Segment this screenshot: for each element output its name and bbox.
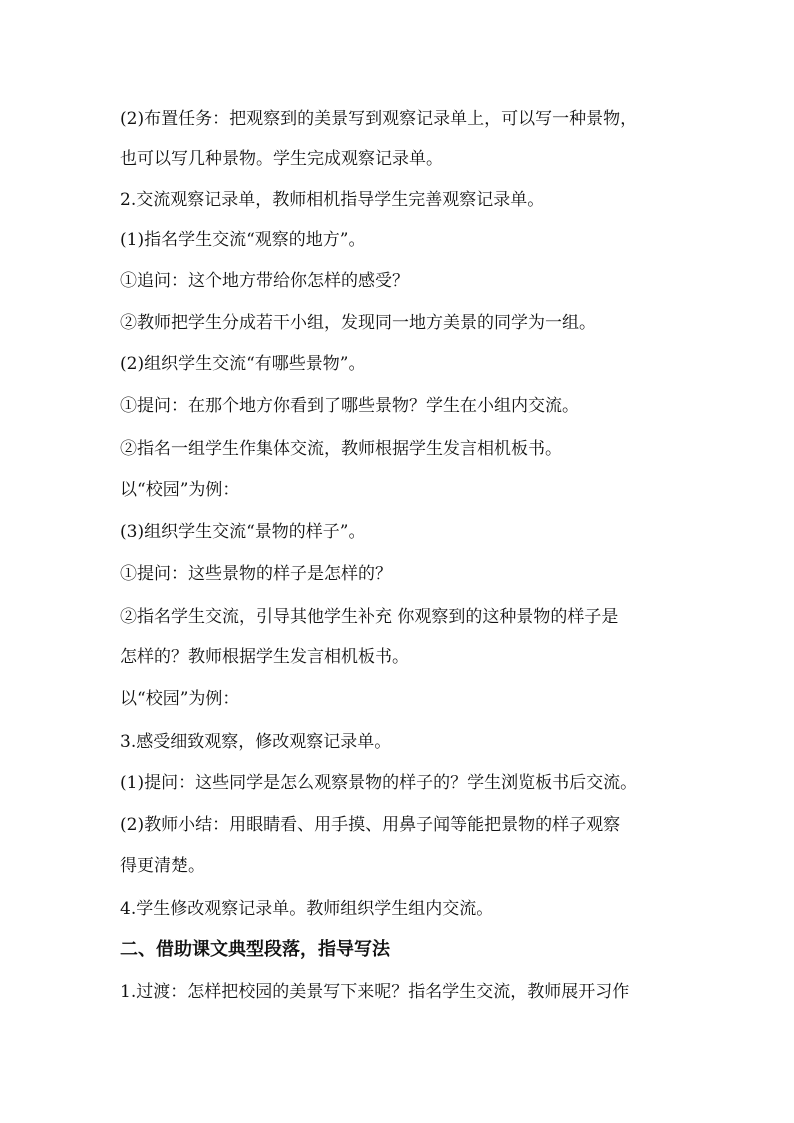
text-line: ②指名学生交流，引导其他学生补充 你观察到的这种景物的样子是 xyxy=(120,607,619,627)
text-line: 以“校园”为例： xyxy=(120,689,240,709)
text-line: (1)指名学生交流“观察的地方”。 xyxy=(120,230,366,250)
text-line: 怎样的？教师根据学生发言相机板书。 xyxy=(120,647,409,667)
text-line: ①提问：这些景物的样子是怎样的？ xyxy=(120,564,392,584)
text-line: 以“校园”为例： xyxy=(120,480,240,500)
text-line: ①追问：这个地方带给你怎样的感受？ xyxy=(120,271,409,291)
text-line: 2.交流观察记录单，教师相机指导学生完善观察记录单。 xyxy=(120,190,545,210)
text-line: ①提问：在那个地方你看到了哪些景物？学生在小组内交流。 xyxy=(120,396,579,416)
text-line: (2)教师小结：用眼睛看、用手摸、用鼻子闻等能把景物的样子观察 xyxy=(120,815,621,835)
text-line: (3)组织学生交流“景物的样子”。 xyxy=(120,522,366,542)
text-line: 3.感受细致观察，修改观察记录单。 xyxy=(120,732,392,752)
text-line: 4.学生修改观察记录单。教师组织学生组内交流。 xyxy=(120,899,494,919)
text-line: (2)组织学生交流“有哪些景物”。 xyxy=(120,354,366,374)
text-line: ②教师把学生分成若干小组，发现同一地方美景的同学为一组。 xyxy=(120,313,596,333)
text-line: 1.过渡：怎样把校园的美景写下来呢？指名学生交流，教师展开习作 xyxy=(120,982,630,1002)
text-line: 得更清楚。 xyxy=(120,856,205,876)
section-heading: 二、借助课文典型段落，指导写法 xyxy=(120,939,390,960)
text-line: (2)布置任务：把观察到的美景写到观察记录单上，可以写一种景物， xyxy=(120,109,638,129)
text-line: 也可以写几种景物。学生完成观察记录单。 xyxy=(120,149,443,169)
text-line: ②指名一组学生作集体交流，教师根据学生发言相机板书。 xyxy=(120,439,562,459)
text-line: (1)提问：这些同学是怎么观察景物的样子的？学生浏览板书后交流。 xyxy=(120,773,638,793)
